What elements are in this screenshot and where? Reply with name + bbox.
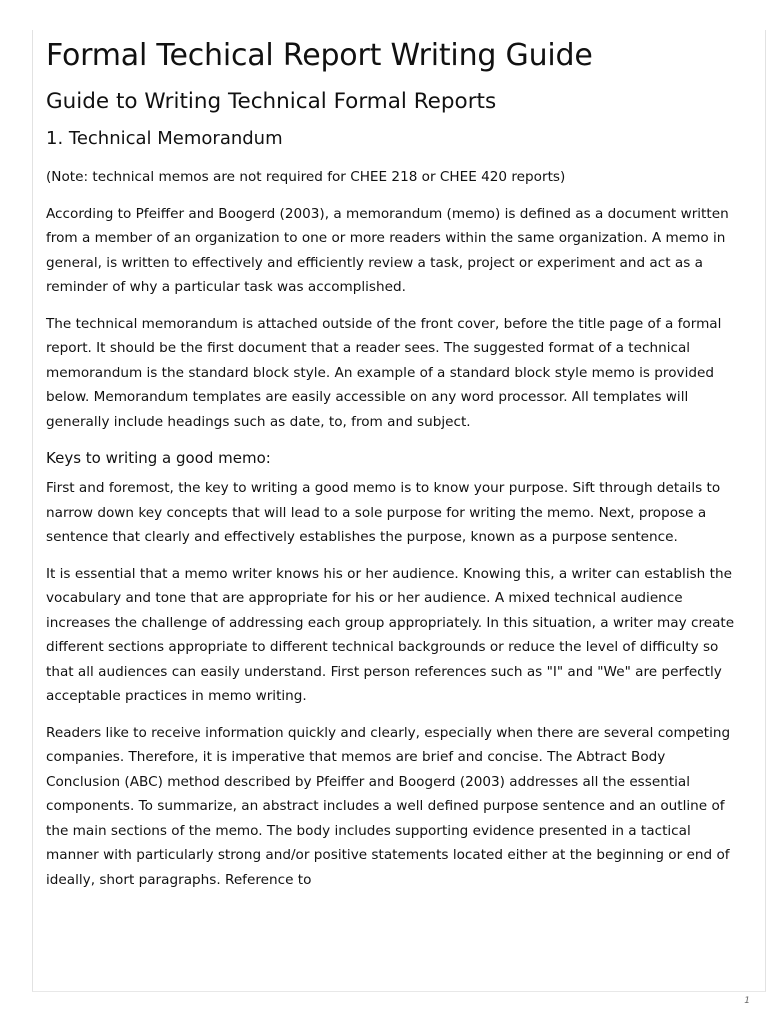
document-page (32, 30, 766, 992)
subheading-keys: Keys to writing a good memo: (46, 449, 271, 467)
paragraph-audience: It is essential that a memo writer knows his or her audience. Knowing this, a writer can establish the vocabulary and tone that are appropriate for his or her audience. A mixed technical audience increases the challenge of addressing each group appropriately. In this situation, a writer may create different sections appropriate to different technical backgrounds or reduce the level of difficulty so that all audiences can easily understand. First person references such as "I" and "We" are perfectly acceptable practices in memo writing. (46, 565, 735, 704)
paragraph-abc-method: Readers like to receive information quickly and clearly, especially when there are several competing companies. Therefore, it is imperative that memos are brief and concise. The Abtract Body Conclusion (ABC) method described by Pfeiffer and Boogerd (2003) addresses all the essential components. To summarize, an abstract includes a well defined purpose sentence and an outline of the main sections of the memo. The body includes supporting evidence presented in a tactical manner with particularly strong and/or positive statements located either at the beginning or end of ideally, short paragraphs. Reference to (46, 724, 731, 888)
page-number: 1 (744, 996, 750, 1006)
document-title: Formal Techical Report Writing Guide (46, 38, 593, 73)
paragraph-purpose: First and foremost, the key to writing a good memo is to know your purpose. Sift through details to narrow down key concepts that will lead to a sole purpose for writing the memo. Next, propose a sentence that clearly and effectively establishes the purpose, known as a purpose sentence. (46, 480, 721, 545)
guide-title: Guide to Writing Technical Formal Reports (46, 89, 497, 114)
note-text: (Note: technical memos are not required for CHEE 218 or CHEE 420 reports) (46, 169, 566, 185)
document-content (46, 30, 736, 892)
paragraph-memo-placement: The technical memorandum is attached outside of the front cover, before the title page of a formal report. It should be the first document that a reader sees. The suggested format of a technical memorandum is the standard block style. An example of a standard block style memo is provided below. Memorandum templates are easily accessible on any word processor. All templates will generally include headings such as date, to, from and subject. (46, 315, 722, 430)
paragraph-memo-definition: According to Pfeiffer and Boogerd (2003), a memorandum (memo) is defined as a document written from a member of an organization to one or more readers within the same organization. A memo in general, is written to effectively and efficiently review a task, project or experiment and act as a reminder of why a particular task was accomplished. (46, 205, 729, 295)
section-title: 1. Technical Memorandum (46, 128, 283, 149)
